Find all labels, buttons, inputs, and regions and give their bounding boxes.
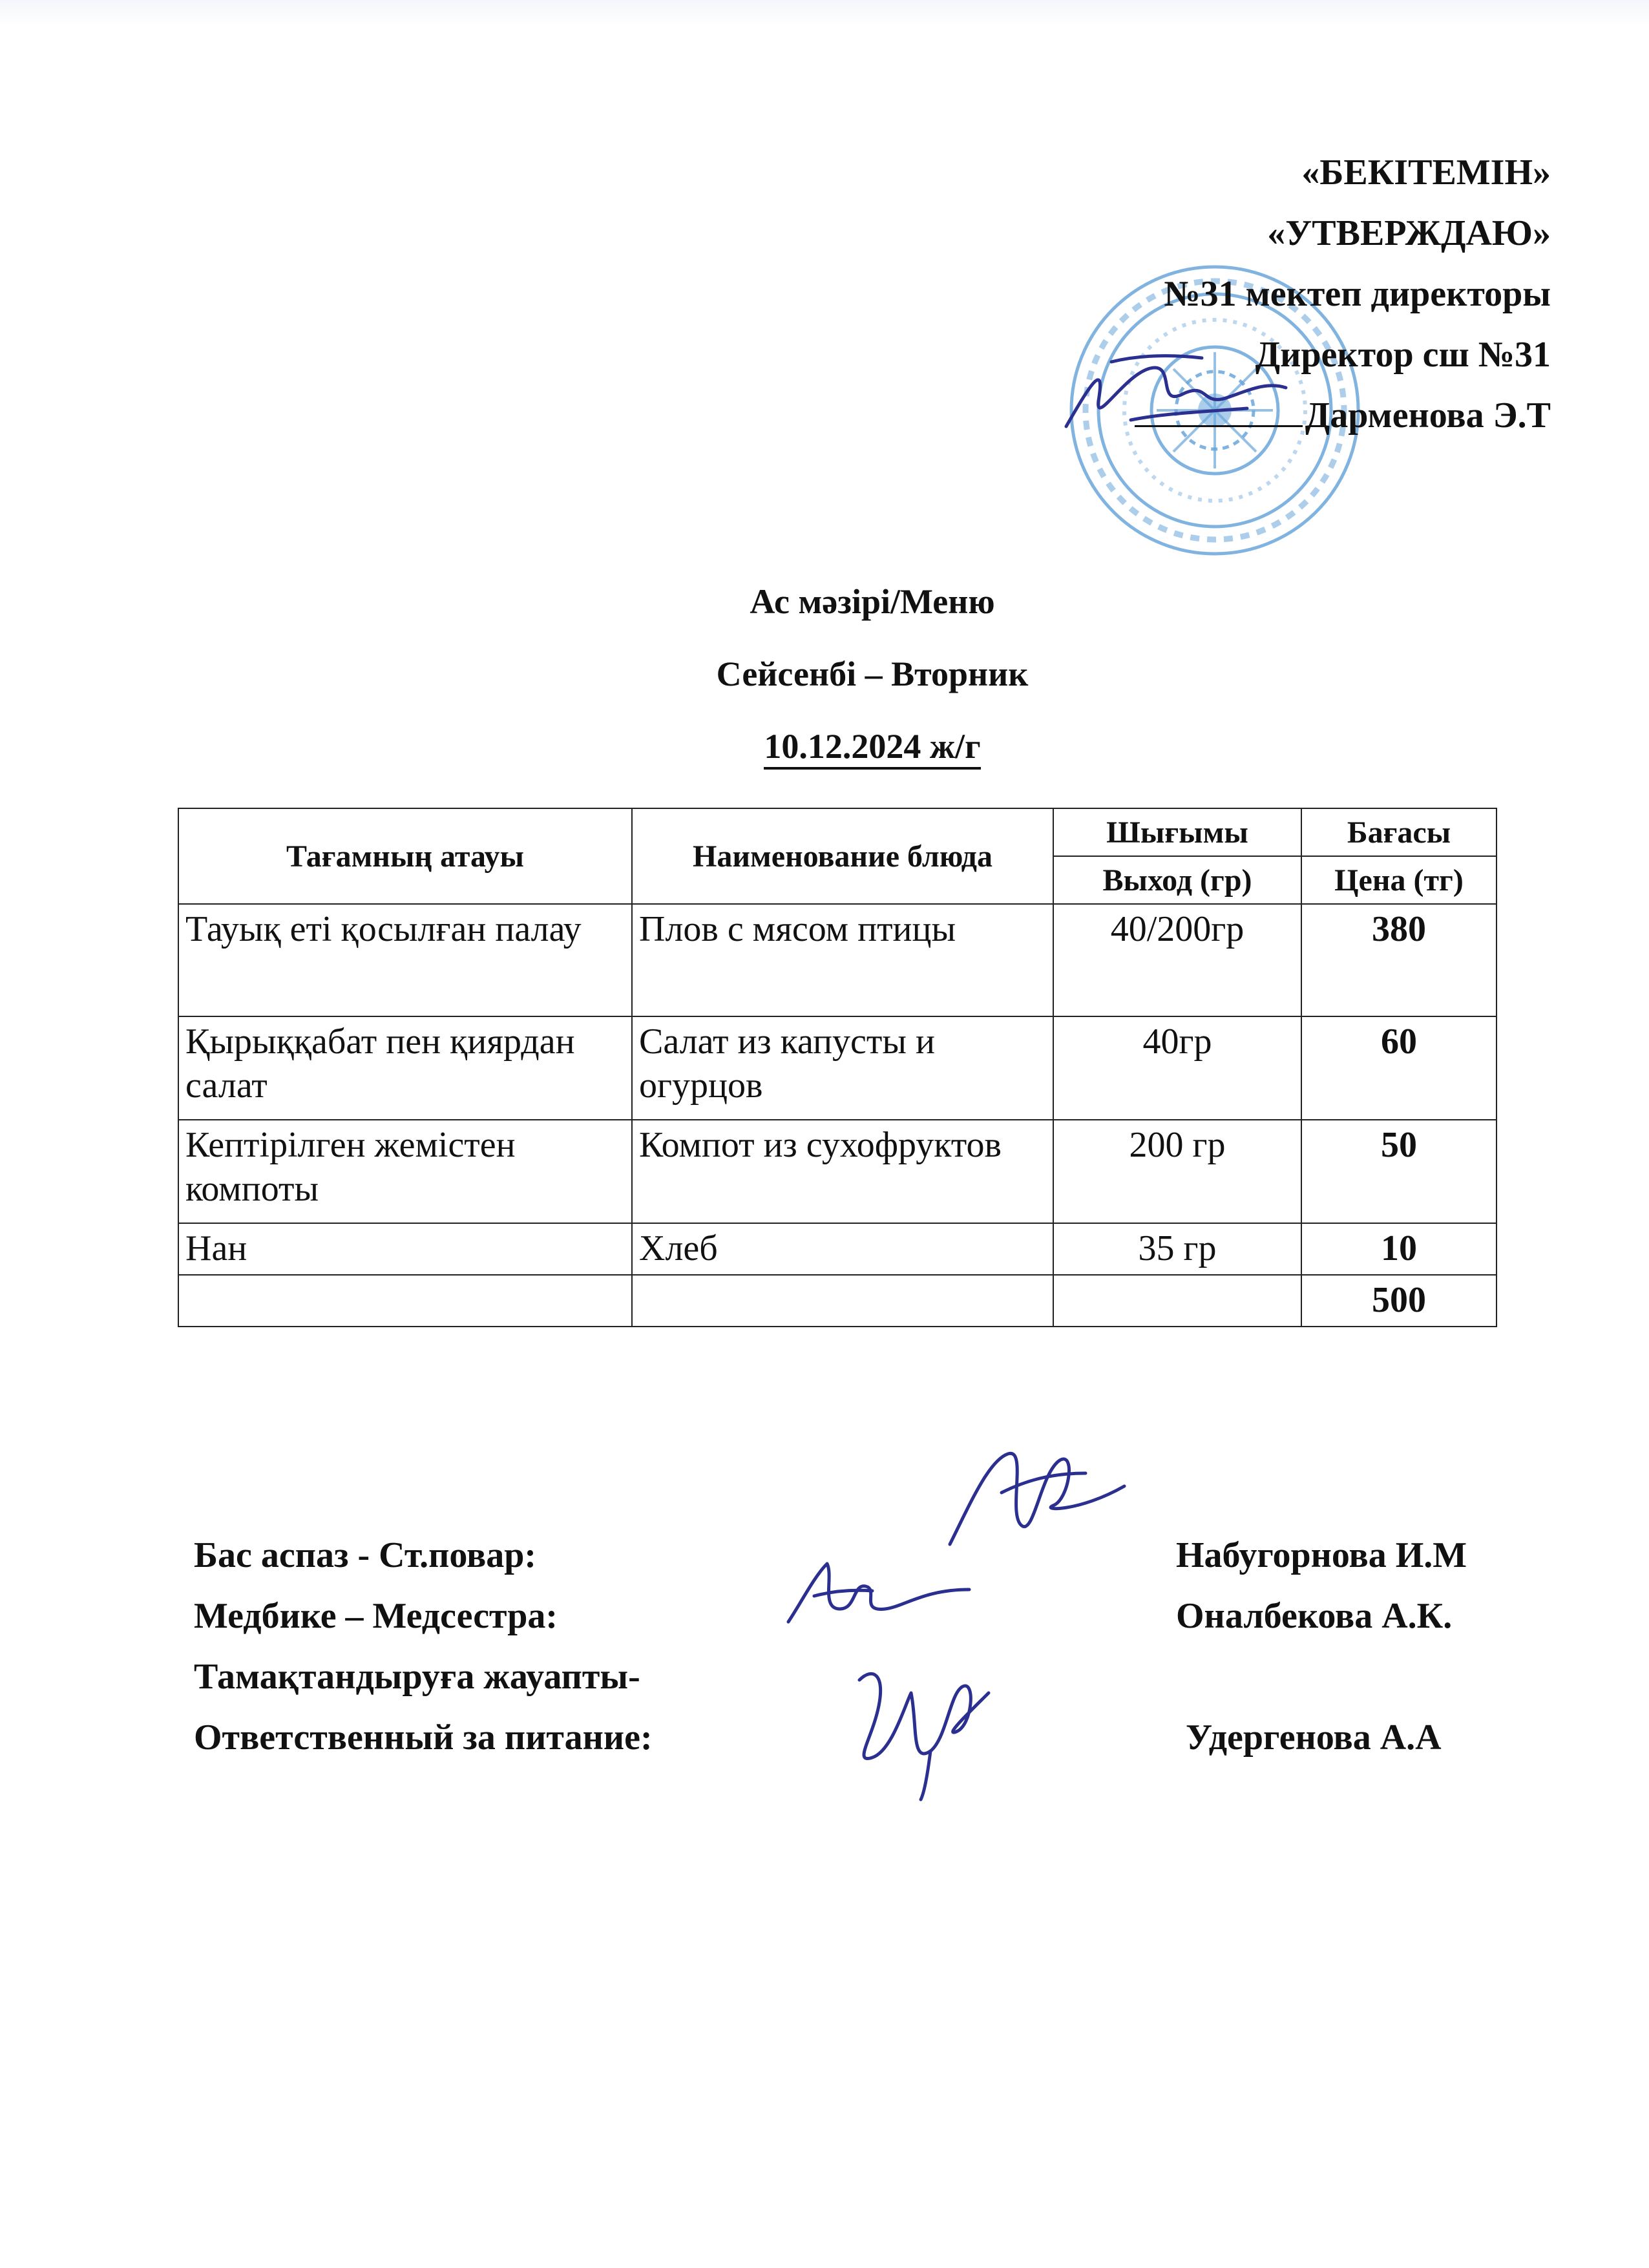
dish-name-ru: Салат из капусты и огурцов — [632, 1016, 1053, 1120]
dish-yield: 200 гр — [1053, 1120, 1301, 1223]
dish-price: 380 — [1301, 904, 1497, 1016]
total-empty-cell — [1053, 1275, 1301, 1327]
approval-ru: «УТВЕРЖДАЮ» — [1267, 213, 1551, 253]
menu-title: Ас мәзірі/Меню — [750, 582, 995, 621]
header-name-kz: Тағамның атауы — [178, 808, 632, 904]
menu-table — [178, 808, 1497, 1327]
table-row — [178, 1016, 1497, 1120]
date-text: 10.12.2024 ж/г — [764, 727, 980, 770]
total-empty-cell — [632, 1275, 1053, 1327]
header-price-ru: Цена (тг) — [1301, 856, 1497, 904]
dish-name-kz: Қырыққабат пен қиярдан салат — [178, 1016, 632, 1120]
table-row — [178, 904, 1497, 1016]
day-title: Сейсенбі – Вторник — [716, 655, 1029, 693]
title-block — [0, 565, 1649, 782]
total-row — [178, 1275, 1497, 1327]
dish-name-kz: Тауық еті қосылған палау — [178, 904, 632, 1016]
table-header-row — [178, 808, 1497, 856]
table-row — [178, 1120, 1497, 1223]
responsible-role-ru: Ответственный за питание: — [194, 1717, 653, 1758]
dish-name-ru: Компот из сухофруктов — [632, 1120, 1053, 1223]
dish-name-ru: Хлеб — [632, 1223, 1053, 1275]
chef-role: Бас аспаз - Ст.повар: — [194, 1535, 537, 1575]
header-price-kz: Бағасы — [1301, 808, 1497, 856]
date-title — [0, 710, 1649, 782]
approval-kz: «БЕКІТЕМІН» — [1301, 152, 1551, 193]
director-signature — [1053, 336, 1299, 452]
total-price: 500 — [1301, 1275, 1497, 1327]
dish-yield: 40/200гр — [1053, 904, 1301, 1016]
dish-yield: 40гр — [1053, 1016, 1301, 1120]
chef-name: Набугорнова И.М — [1176, 1535, 1467, 1575]
dish-name-kz: Кептірілген жемістен компоты — [178, 1120, 632, 1223]
header-name-ru: Наименование блюда — [632, 808, 1053, 904]
responsible-role-kz: Тамақтандыруға жауапты- — [194, 1657, 640, 1697]
scan-edge — [0, 0, 1649, 26]
responsible-name: Удергенова А.А — [1186, 1717, 1442, 1758]
table-row — [178, 1223, 1497, 1275]
header-yield-ru: Выход (гр) — [1053, 856, 1301, 904]
nurse-signature — [775, 1551, 982, 1635]
responsible-signature — [834, 1654, 1002, 1809]
director-name: Дарменова Э.Т — [1305, 395, 1551, 436]
director-title-kz: №31 мектеп директоры — [1164, 274, 1551, 314]
chef-signature — [930, 1434, 1137, 1564]
nurse-role: Медбике – Медсестра: — [194, 1596, 558, 1636]
header-yield-kz: Шығымы — [1053, 808, 1301, 856]
nurse-name: Оналбекова А.К. — [1176, 1596, 1453, 1636]
dish-name-kz: Нан — [178, 1223, 632, 1275]
dish-price: 50 — [1301, 1120, 1497, 1223]
dish-name-ru: Плов с мясом птицы — [632, 904, 1053, 1016]
director-title-ru: Директор сш №31 — [1255, 335, 1551, 375]
dish-price: 60 — [1301, 1016, 1497, 1120]
dish-yield: 35 гр — [1053, 1223, 1301, 1275]
total-empty-cell — [178, 1275, 632, 1327]
dish-price: 10 — [1301, 1223, 1497, 1275]
